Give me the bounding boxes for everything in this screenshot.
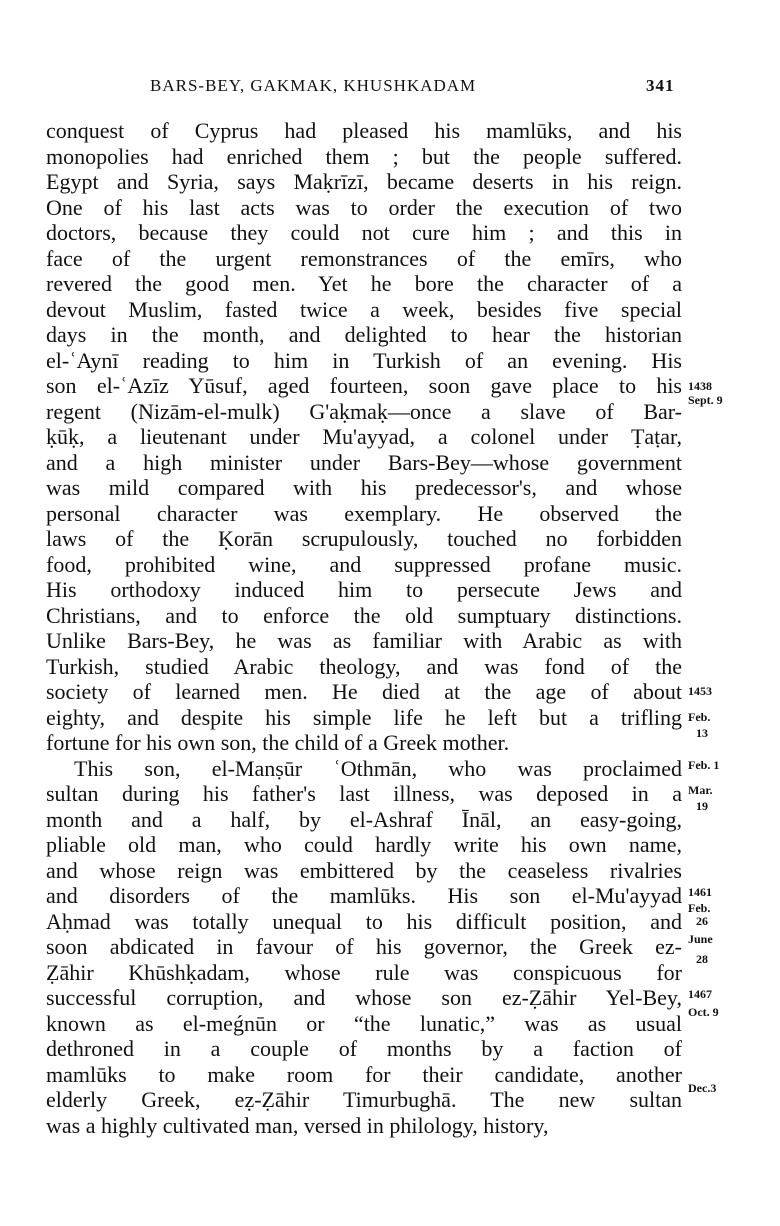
margin-note-date: Sept. 9 <box>688 393 723 407</box>
text-line: One of his last acts was to order the execution of two <box>46 194 682 220</box>
margin-note-day: 13 <box>696 726 708 740</box>
text-line: sultan during his father's last illness, was deposed in a <box>46 781 682 806</box>
text-line: was a highly cultivated man, versed in philology, history, <box>46 1112 549 1138</box>
margin-note-date: Oct. 9 <box>688 1005 719 1019</box>
text-line: Christians, and to enforce the old sumptuary distinctions. <box>46 602 682 628</box>
text-line: eighty, and despite his simple life he left but a trifling <box>46 704 682 730</box>
text-line: personal character was exemplary. He observed the <box>46 500 682 526</box>
text-line: Turkish, studied Arabic theology, and was fond of the <box>46 653 682 679</box>
text-line: el-ʿAynī reading to him in Turkish of an evening. His <box>46 347 682 373</box>
text-line: food, prohibited wine, and suppressed profane music. <box>46 551 682 577</box>
text-line: month and a half, by el-Ashraf Īnāl, an easy-going, <box>46 806 682 832</box>
text-line: revered the good men. Yet he bore the character of a <box>46 271 682 296</box>
margin-note-day: 26 <box>696 914 708 928</box>
text-line: and disorders of the mamlūks. His son el-Mu'ayyad <box>46 883 682 908</box>
text-line: Unlike Bars-Bey, he was as familiar with Arabic as with <box>46 628 682 653</box>
text-line: conquest of Cyprus had pleased his mamlūks, and his <box>46 118 682 143</box>
text-line: known as el-meǵnūn or “the lunatic,” was as usual <box>46 1010 682 1036</box>
text-line: mamlūks to make room for their candidate, another <box>46 1061 682 1087</box>
text-line: soon abdicated in favour of his governor, the Greek ez- <box>46 934 682 959</box>
margin-note-year: 1461 <box>688 885 712 899</box>
text-line: Egypt and Syria, says Maḳrīzī, became deserts in his reign. <box>46 169 682 194</box>
margin-note-date: June <box>688 932 713 946</box>
margin-note-year: 1453 <box>688 684 712 698</box>
margin-note-date: Feb. <box>688 901 711 915</box>
text-line: face of the urgent remonstrances of the emīrs, who <box>46 245 682 271</box>
text-line: doctors, because they could not cure him ; and this in <box>46 220 682 245</box>
body-text <box>46 118 682 1138</box>
margin-note-date: Feb. <box>688 710 711 724</box>
text-line: pliable old man, who could hardly write his own name, <box>46 832 682 857</box>
page-number: 341 <box>646 76 675 95</box>
text-line: successful corruption, and whose son ez-Ẓāhir Yel-Bey, <box>46 985 682 1010</box>
text-line: son el-ʿAzīz Yūsuf, aged fourteen, soon gave place to his <box>46 373 682 398</box>
text-line: His orthodoxy induced him to persecute Jews and <box>46 577 682 602</box>
text-line: devout Muslim, fasted twice a week, besides five special <box>46 296 682 322</box>
text-line: Aḥmad was totally unequal to his difficult position, and <box>46 908 682 934</box>
margin-note-day: 19 <box>696 799 708 813</box>
text-line: dethroned in a couple of months by a faction of <box>46 1036 682 1061</box>
margin-note-date: Mar. <box>688 783 713 797</box>
text-line: and whose reign was embittered by the ceaseless rivalries <box>46 857 682 883</box>
margin-note-day: 28 <box>696 952 708 966</box>
text-line: fortune for his own son, the child of a Greek mother. <box>46 730 510 755</box>
text-line: days in the month, and delighted to hear the historian <box>46 322 682 347</box>
text-line: elderly Greek, eẓ-Ẓāhir Timurbughā. The new sultan <box>46 1087 682 1112</box>
text-line: was mild compared with his predecessor's, and whose <box>46 475 682 500</box>
margin-note-date: Dec.3 <box>688 1081 717 1095</box>
margin-note-year: 1438 <box>688 379 712 393</box>
margin-note-year: 1467 <box>688 987 712 1001</box>
text-line: laws of the Ḳorān scrupulously, touched no forbidden <box>46 526 682 551</box>
text-line: Ẓāhir Khūshḳadam, whose rule was conspicuous for <box>46 959 682 985</box>
text-line: society of learned men. He died at the age of about <box>46 679 682 704</box>
text-line: and a high minister under Bars-Bey—whose government <box>46 449 682 475</box>
text-line: regent (Nizām-el-mulk) G'aḳmaḳ—once a slave of Bar- <box>46 398 682 424</box>
text-line: monopolies had enriched them ; but the people suffered. <box>46 143 682 169</box>
running-title: BARS-BEY, GAKMAK, KHUSHKADAM <box>150 76 477 95</box>
text-line: ḳūḳ, a lieutenant under Mu'ayyad, a colonel under Ṭaṭar, <box>46 424 682 449</box>
margin-note-date: Feb. 1 <box>688 758 720 772</box>
page-header <box>150 76 690 100</box>
text-line: This son, el-Manṣūr ʿOthmān, who was proclaimed <box>74 755 682 781</box>
